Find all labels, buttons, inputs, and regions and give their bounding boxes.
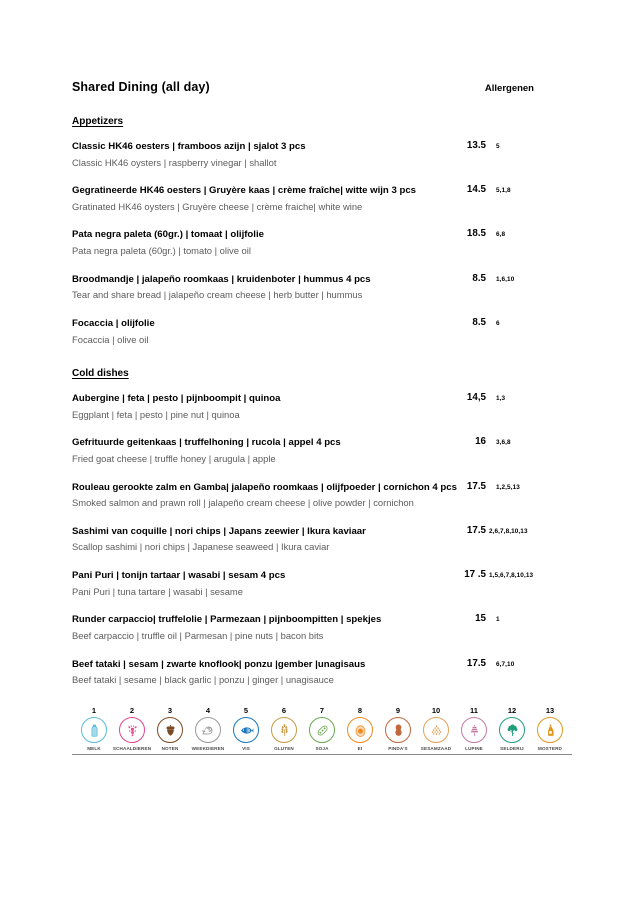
menu-item-name-nl: Gefrituurde geitenkaas | truffelhoning | rucola | appel 4 pcs <box>72 437 341 449</box>
menu-item-allergen-codes: 6,7,10 <box>496 660 515 668</box>
menu-header <box>72 80 572 94</box>
menu-item <box>72 184 572 213</box>
menu-item <box>72 436 572 465</box>
menu-item-name-nl: Runder carpaccio| truffelolie | Parmezaan | pijnboompitten | spekjes <box>72 614 382 626</box>
allergen-number: 6 <box>281 706 287 715</box>
allergen-legend-item <box>456 706 492 751</box>
menu-item-name-nl: Beef tataki | sesam | zwarte knoflook| ponzu |gember |unagisaus <box>72 658 366 670</box>
menu-item-price: 17.5 <box>466 480 486 492</box>
allergen-legend-item <box>114 706 150 751</box>
menu-item-name-nl: Sashimi van coquille | nori chips | Japans zeewier | Ikura kaviaar <box>72 525 366 537</box>
lupine-flower-icon <box>461 717 487 743</box>
acorn-nut-icon <box>157 717 183 743</box>
allergen-label: SCHAALDIEREN <box>112 746 152 751</box>
allergen-label: EI <box>357 746 363 751</box>
allergen-legend-item <box>228 706 264 751</box>
menu-sections <box>72 116 572 687</box>
mustard-bottle-icon <box>537 717 563 743</box>
menu-item-price: 8.5 <box>472 272 486 284</box>
menu-item-allergen-codes: 6 <box>496 319 500 327</box>
allergen-number: 10 <box>431 706 441 715</box>
menu-item-text <box>72 140 438 169</box>
wheat-icon <box>271 717 297 743</box>
menu-item-price: 17.5 <box>466 524 486 536</box>
menu-item-allergen-codes: 1,6,10 <box>496 275 515 283</box>
menu-item-name-en: Fried goat cheese | truffle honey | arugula | apple <box>72 453 276 465</box>
allergen-label: SELDERIJ <box>500 746 524 751</box>
menu-item-text <box>72 436 438 465</box>
menu-item-allergen-codes: 6,8 <box>496 231 506 239</box>
allergen-label: GLUTEN <box>274 746 294 751</box>
menu-item-price: 15 <box>475 613 486 625</box>
allergen-legend-item <box>342 706 378 751</box>
menu-item <box>72 140 572 169</box>
fish-icon <box>233 717 259 743</box>
menu-item-text <box>72 569 438 598</box>
menu-item-text <box>72 273 438 302</box>
allergen-number: 3 <box>167 706 173 715</box>
menu-item-text <box>72 184 438 213</box>
allergen-number: 12 <box>507 706 517 715</box>
menu-item-text <box>72 392 438 421</box>
section-heading: Cold dishes <box>72 368 129 380</box>
allergen-number: 11 <box>470 706 478 715</box>
menu-item-name-en: Classic HK46 oysters | raspberry vinegar | shallot <box>72 156 277 168</box>
allergen-legend-item <box>190 706 226 751</box>
allergen-label: VIS <box>242 746 250 751</box>
menu-item-text <box>72 658 438 687</box>
menu-item-name-en: Tear and share bread | jalapeño cream cheese | herb butter | hummus <box>72 289 363 301</box>
allergen-label: WEEKDIEREN <box>191 746 225 751</box>
allergen-legend-item <box>76 706 112 751</box>
menu-item <box>72 525 572 554</box>
allergen-legend-item <box>266 706 302 751</box>
menu-sheet <box>72 80 572 702</box>
menu-item-text <box>72 481 457 510</box>
lobster-icon <box>119 717 145 743</box>
allergen-number: 13 <box>545 706 555 715</box>
menu-item-text <box>72 613 438 642</box>
page-title: Shared Dining (all day) <box>72 80 210 94</box>
menu-item-name-en: Beef carpaccio | truffle oil | Parmesan | pine nuts | bacon bits <box>72 629 324 641</box>
allergen-legend-item <box>304 706 340 751</box>
menu-item-name-nl: Pata negra paleta (60gr.) | tomaat | olijfolie <box>72 229 264 241</box>
menu-item-allergen-codes: 1 <box>496 616 500 624</box>
allergen-number: 5 <box>243 706 249 715</box>
allergen-label: PINDA'S <box>388 746 408 751</box>
allergen-number: 4 <box>205 706 211 715</box>
menu-item-name-nl: Pani Puri | tonijn tartaar | wasabi | sesam 4 pcs <box>72 570 286 582</box>
allergen-legend-item <box>152 706 188 751</box>
menu-item-name-en: Focaccia | olive oil <box>72 333 149 345</box>
snail-icon <box>195 717 221 743</box>
allergen-number: 1 <box>91 706 97 715</box>
allergen-label: SESAMZAAD <box>420 746 452 751</box>
menu-item-name-nl: Classic HK46 oesters | framboos azijn | sjalot 3 pcs <box>72 141 306 152</box>
menu-item-name-en: Pata negra paleta (60gr.) | tomato | olive oil <box>72 245 251 257</box>
allergen-legend-item <box>380 706 416 751</box>
menu-item-allergen-codes: 5,1,8 <box>496 187 511 195</box>
menu-item <box>72 317 572 346</box>
menu-item-text <box>72 228 438 257</box>
allergen-label: LUPINE <box>465 746 483 751</box>
allergen-legend-item <box>418 706 454 751</box>
menu-item-name-en: Gratinated HK46 oysters | Gruyère cheese | crème fraiche| white wine <box>72 200 363 212</box>
menu-item-name-en: Beef tataki | sesame | black garlic | ponzu | ginger | unagisauce <box>72 674 334 686</box>
peanut-icon <box>385 717 411 743</box>
menu-item-allergen-codes: 3,6,8 <box>496 439 511 447</box>
menu-item <box>72 613 572 642</box>
allergen-number: 8 <box>357 706 363 715</box>
menu-item-price: 18.5 <box>466 228 486 240</box>
sesame-seeds-icon <box>423 717 449 743</box>
menu-item-name-en: Pani Puri | tuna tartare | wasabi | sesame <box>72 585 243 597</box>
allergen-number: 2 <box>129 706 135 715</box>
allergen-legend-item <box>494 706 530 751</box>
allergen-legend <box>72 706 572 755</box>
menu-item <box>72 273 572 302</box>
menu-item-price: 13.5 <box>466 140 486 151</box>
menu-item-allergen-codes: 1,3 <box>496 395 506 403</box>
menu-item-price: 14.5 <box>466 184 486 196</box>
menu-item-allergen-codes: 2,6,7,8,10,13 <box>489 527 528 535</box>
menu-item <box>72 392 572 421</box>
menu-item-price: 16 <box>475 436 486 448</box>
allergen-number: 9 <box>395 706 401 715</box>
menu-item-name-en: Smoked salmon and prawn roll | jalapeño cream cheese | olive powder | cornichon <box>72 497 414 509</box>
allergen-legend-item <box>532 706 568 751</box>
menu-item <box>72 481 572 510</box>
menu-item-price: 17.5 <box>466 657 486 669</box>
allergen-label: SOJA <box>315 746 329 751</box>
menu-item-name-nl: Rouleau gerookte zalm en Gamba| jalapeño roomkaas | olijfpoeder | cornichon 4 pcs <box>72 481 457 493</box>
menu-item-name-nl: Gegratineerde HK46 oesters | Gruyère kaas | crème fraîche| witte wijn 3 pcs <box>72 185 416 197</box>
allergen-column-header: Allergenen <box>484 83 534 94</box>
menu-item-name-nl: Focaccia | olijfolie <box>72 317 155 329</box>
allergen-number: 7 <box>319 706 325 715</box>
allergen-label: MELK <box>87 746 101 751</box>
milk-bottle-icon <box>81 717 107 743</box>
section-heading: Appetizers <box>72 116 124 127</box>
legend-divider <box>72 754 572 755</box>
allergen-label: MOSTERD <box>537 746 563 751</box>
menu-item-price: 8.5 <box>472 316 486 328</box>
egg-icon <box>347 717 373 743</box>
menu-item-price: 17 .5 <box>464 569 486 581</box>
celery-icon <box>499 717 525 743</box>
menu-item <box>72 228 572 257</box>
allergen-label: NOTEN <box>161 746 179 751</box>
menu-item-name-nl: Aubergine | feta | pesto | pijnboompit | quinoa <box>72 393 281 405</box>
allergen-legend-row <box>72 706 572 751</box>
menu-item-name-en: Scallop sashimi | nori chips | Japanese seaweed | Ikura caviar <box>72 541 330 553</box>
soybean-icon <box>309 717 335 743</box>
menu-item-name-en: Eggplant | feta | pesto | pine nut | quinoa <box>72 408 240 420</box>
menu-item-text <box>72 525 438 554</box>
menu-item <box>72 658 572 687</box>
menu-item-allergen-codes: 5 <box>496 143 500 150</box>
menu-item-allergen-codes: 1,2,5,13 <box>496 483 520 491</box>
menu-item-name-nl: Broodmandje | jalapeño roomkaas | kruidenboter | hummus 4 pcs <box>72 273 371 285</box>
menu-item <box>72 569 572 598</box>
menu-item-allergen-codes: 1,5,6,7,8,10,13 <box>489 572 534 580</box>
menu-item-text <box>72 317 438 346</box>
menu-item-price: 14,5 <box>466 392 486 404</box>
